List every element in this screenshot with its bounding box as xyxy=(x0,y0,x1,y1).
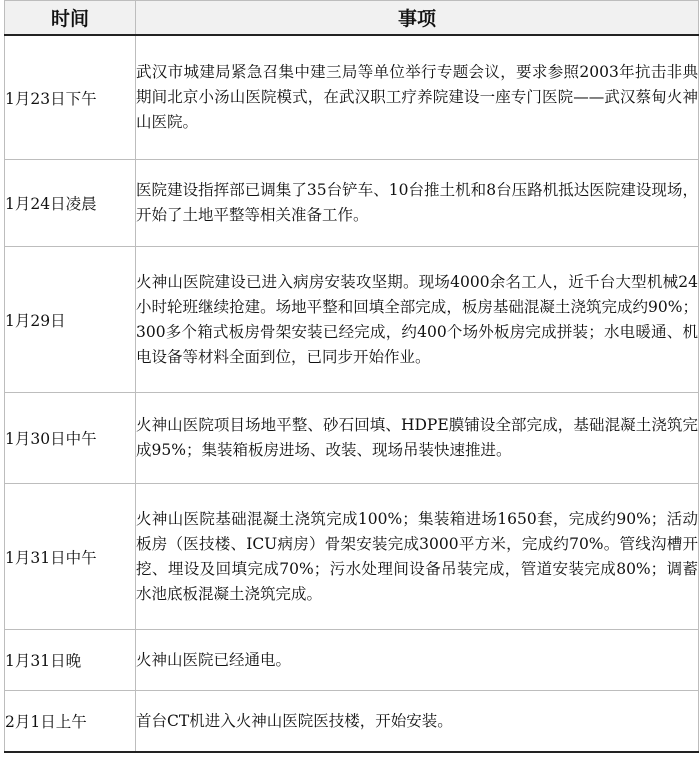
time-cell: 2月1日上午 xyxy=(5,691,136,753)
table-row xyxy=(5,393,699,484)
table-row xyxy=(5,691,699,753)
time-cell: 1月29日 xyxy=(5,247,136,393)
time-cell: 1月31日晚 xyxy=(5,630,136,691)
table-row xyxy=(5,160,699,247)
column-header-time: 时间 xyxy=(5,1,136,36)
time-cell: 1月24日凌晨 xyxy=(5,160,136,247)
table-header-row xyxy=(5,1,699,36)
item-cell: 火神山医院已经通电。 xyxy=(136,630,699,691)
item-cell: 医院建设指挥部已调集了35台铲车、10台推土机和8台压路机抵达医院建设现场，开始了土地平整等相关准备工作。 xyxy=(136,160,699,247)
time-cell: 1月23日下午 xyxy=(5,35,136,160)
timeline-table xyxy=(4,0,699,753)
item-cell: 武汉市城建局紧急召集中建三局等单位举行专题会议，要求参照2003年抗击非典期间北京小汤山医院模式，在武汉职工疗养院建设一座专门医院——武汉蔡甸火神山医院。 xyxy=(136,35,699,160)
item-cell: 首台CT机进入火神山医院医技楼，开始安装。 xyxy=(136,691,699,753)
table-row xyxy=(5,630,699,691)
table-row xyxy=(5,247,699,393)
item-cell: 火神山医院项目场地平整、砂石回填、HDPE膜铺设全部完成，基础混凝土浇筑完成95%；集装箱板房进场、改装、现场吊装快速推进。 xyxy=(136,393,699,484)
item-cell: 火神山医院建设已进入病房安装攻坚期。现场4000余名工人，近千台大型机械24小时轮班继续抢建。场地平整和回填全部完成，板房基础混凝土浇筑完成约90%；300多个箱式板房骨架安装已经完成，约400个场外板房完成拼装；水电暖通、机电设备等材料全面到位，已同步开始作业。 xyxy=(136,247,699,393)
column-header-item: 事项 xyxy=(136,1,699,36)
time-cell: 1月30日中午 xyxy=(5,393,136,484)
time-cell: 1月31日中午 xyxy=(5,484,136,630)
table-row xyxy=(5,484,699,630)
item-cell: 火神山医院基础混凝土浇筑完成100%；集装箱进场1650套，完成约90%；活动板房（医技楼、ICU病房）骨架安装完成3000平方米，完成约70%。管线沟槽开挖、埋设及回填完成70%；污水处理间设备吊装完成，管道安装完成80%；调蓄水池底板混凝土浇筑完成。 xyxy=(136,484,699,630)
table-row xyxy=(5,35,699,160)
